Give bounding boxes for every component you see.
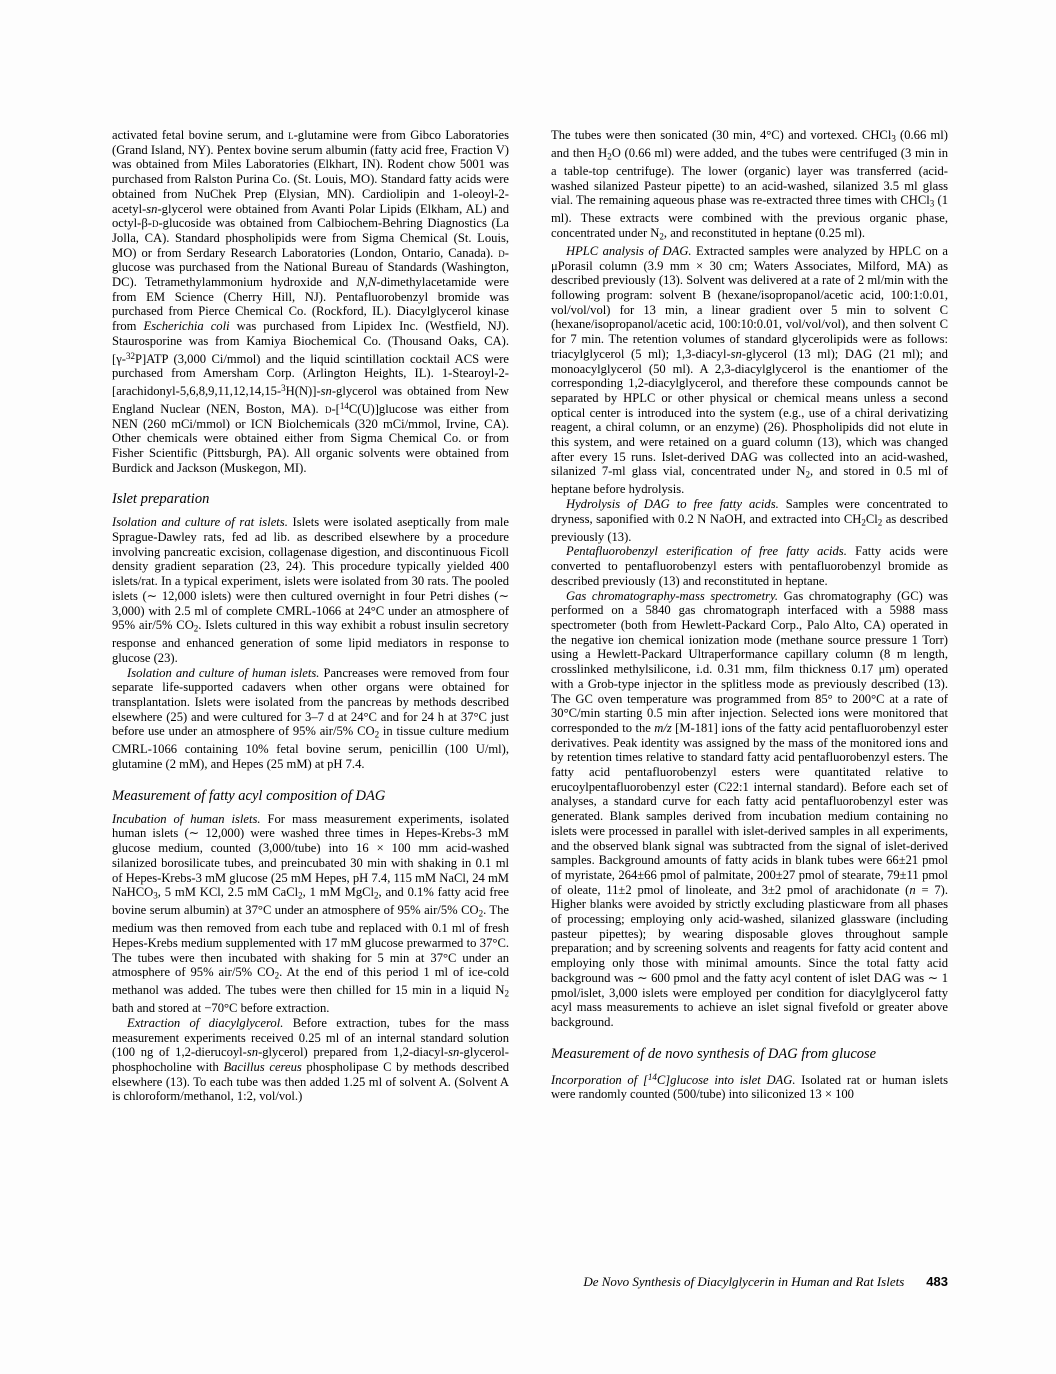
page-number: 483 [926, 1274, 948, 1289]
heading-measurement-fatty-acyl: Measurement of fatty acyl composition of DAG [112, 787, 386, 804]
paragraph-incubation-human-islets: Incubation of human islets. For mass measurement experiments, isolated human islets (∼ 12,000) were washed three times in Hepes-Krebs-3 mM glucose medium, counted (3,000/tube) into 16 × 100 mm acid-washed silanized borosilicate tubes, and preincubated 30 min with shaking in 0.1 ml of Hepes-Krebs-3 mM glucose (25 mM Hepes, pH 7.4, 115 mM NaCl, 24 mM NaHCO$_3$, 5 mM KCl, 2.5 mM CaCl$_2$, 1 mM MgCl$_2$, and 0.1% fatty acid free bovine serum albumin) at 37°C under an atmosphere of 95% air/5% $CO_2$. The medium was then removed from each tube and replaced with 0.1 ml of fresh Hepes-Krebs medium supplemented with 17 mM glucose prewarmed to 37°C. The tubes were then incubated with shaking for 5 min at 37°C under an atmosphere of 95% air/5% $CO_2$. At the end of this period 1 ml of ice-cold methanol was added. The tubes were then chilled for 15 min in a liquid $N_2$ bath and stored at −70°C before extraction. [112, 811, 510, 1016]
paragraph-gcms: Gas chromatography-mass spectrometry. Gas chromatography (GC) was performed on a 5840 gas chromatograph interfaced with a 5988 mass spectrometer (both from Hewlett-Packard Corp., Palo Alto, CA) operated in the negative ion chemical ionization mode (methane source pressure 1 Torr) using a Hewlett-Packard Ultraperformance capillary column (8 m length, crosslinked methylsilicone, i.d. 0.31 mm, film thickness 0.17 μm) operated with a Grob-type injector in the splitless mode as previously described (13). The GC oven temperature was programmed from 85° to 200°C at a rate of 30°C/min starting 0.5 min after injection. Selected ions were monitored that corresponded to the m/z [M-181] ions of the fatty acid pentafluorobenzyl ester derivatives. Peak identity was assigned by the mass of the monitored ions and by retention times relative to standard fatty acid pentafluorobenzyl esters. The fatty acid pentafluorobenzyl esters were quantitated relative to erucoylpentafluorobenzyl ester (C22:1 internal standard). Before each set of analyses, a standard curve for each fatty acid pentafluorobenzyl ester was generated. Blank samples derived from incubation medium containing no islets were processed in parallel with islet-derived samples in all experiments, and the observed blank signal was subtracted from the signal of islet-derived samples. Background amounts of fatty acids in blank tubes were 66±21 pmol of myristate, 264±66 pmol of palmitate, 200±27 pmol of stearate, 79±11 pmol of oleate, 11±2 pmol of linoleate, and 3±2 pmol of arachidonate (n = 7). Higher blanks were avoided by strictly excluding plasticware from all phases of processing; employing only acid-washed, silanized glassware (including pasteur pipettes); by wearing disposable gloves throughout sample preparation; and by screening solvents and reagents for fatty acid content and employing only those with minimal amounts. Since the total fatty acid background was ∼ 600 pmol and the fatty acyl content of islet DAG was ∼ 1 pmol/islet, 3,000 islets were employed per condition for diacylglycerol fatty acyl mass measurements to achieve an islet signal fivefold or greater above background. [551, 588, 948, 1029]
left-column [112, 128, 509, 1104]
footer-running-title: De Novo Synthesis of Diacylglycerin in Human and Rat Islets [583, 1274, 905, 1289]
paragraph-hydrolysis: Hydrolysis of DAG to free fatty acids. Samples were concentrated to dryness, saponified with 0.2 N NaOH, and extracted into $CH_2Cl_2$ as described previously (13). [551, 497, 948, 544]
two-column-body [112, 128, 948, 1104]
paragraph-incorporation-glucose: Incorporation of [$^{14}$C]glucose into islet DAG. Isolated rat or human islets were randomly counted (500/tube) into siliconized 13 × 100 [551, 1071, 949, 1102]
paragraph-materials: activated fetal bovine serum, and l-glutamine were from Gibco Laboratories (Grand Island, NY). Pentex bovine serum albumin (fatty acid free, Fraction V) was obtained from Miles Laboratories (Elkhart, IN). Rodent chow 5001 was purchased from Ralston Purina Co. (St. Louis, MO). Standard fatty acids were obtained from NuChek Prep (Elysian, MN). Cardiolipin and 1-oleoyl-2-acetyl-sn-glycerol were obtained from Avanti Polar Lipids (Elkham, AL) and octyl-β-d-glucoside was obtained from Calbiochem-Behring Diagnostics (La Jolla, CA). Standard phospholipids were from Sigma Chemical (St. Louis, MO) or from Serdary Research Laboratories (London, Ontario, Canada). d-glucose was purchased from the National Bureau of Standards (Washington, DC). Tetramethylammonium hydroxide and N,N-dimethylacetamide were from EM Science (Cherry Hill, NJ). Pentafluorobenzyl bromide was purchased from Pierce Chemical Co. (Rockford, IL). Diacylglycerol kinase from Escherichia coli was purchased from Lipidex Inc. (Westfield, NJ). Staurosporine was from Kamiya Biochemical Co. (Thousand Oaks, CA). [γ-$^{32}$P]ATP (3,000 Ci/mmol) and the liquid scintillation cocktail ACS were purchased from Amersham Corp. (Arlington Heights, IL). 1-Stearoyl-2-[arachidonyl-5,6,8,9,11,12,14,15-$^3$H(N)]-sn-glycerol was obtained from New England Nuclear (NEN, Boston, MA). d-[$^{14}$C(U)]glucose was either from NEN (260 mCi/mmol) or ICN Biolchemicals (320 mCi/mmol, Irvine, CA). Other chemicals were obtained either from Sigma Chemical Co. or from Fisher Scientific (Pittsburgh, PA). All organic solvents were obtained from Burdick and Jackson (Muskegon, MI). [112, 128, 510, 475]
paragraph-human-islets: Isolation and culture of human islets. Pancreases were removed from four separate life-supported cadavers when other organs were obtained for transplantation. Islets were isolated from the pancreas by methods described elsewhere (25) and were cultured for 3–7 d at 24°C and for 24 h at 37°C just before use under an atmosphere of 95% air/5% $CO_2$ in tissue culture medium CMRL-1066 containing 10% fetal bovine serum, penicillin (100 U/ml), glutamine (2 mM), and Hepes (25 mM) at pH 7.4. [112, 665, 509, 772]
paragraph-sonication: The tubes were then sonicated (30 min, 4°C) and vortexed. CHCl$_3$ (0.66 ml) and then $H_2O$ (0.66 ml) were added, and the tubes were centrifuged (3 min in a table-top centrifuge). The lower (organic) layer was transferred (acid-washed silanized Pasteur pipette) to an acid-washed, silanized 3.5 ml glass vial. The remaining aqueous phase was re-extracted three times with CHCl$_3$ (1 ml). These extracts were combined with the previous organic phase, concentrated under $N_2$, and reconstituted in heptane (0.25 ml). [551, 128, 948, 242]
heading-islet-preparation: Islet preparation [112, 491, 210, 508]
right-column [551, 128, 948, 1104]
heading-de-novo-synthesis: Measurement of de novo synthesis of DAG from glucose [551, 1045, 877, 1062]
page-footer [112, 1274, 948, 1290]
paragraph-esterification: Pentafluorobenzyl esterification of free fatty acids. Fatty acids were converted to pentafluorobenzyl esters with pentafluorobenzyl bromide as described previously (13) and reconstituted in heptane. [551, 544, 948, 588]
paragraph-rat-islets: Isolation and culture of rat islets. Islets were isolated aseptically from male Sprague-Dawley rats, fed ad lib. as described elsewhere by a procedure involving pancreatic excision, collagenase digestion, and discontinuous Ficoll density gradient separation (23, 24). This procedure typically yielded 400 islets/rat. In a typical experiment, islets were isolated from 30 rats. The pooled islets (∼ 12,000 islets) were then cultured overnight in four Petri dishes (∼ 3,000) with 2.5 ml of complete CMRL-1066 at 24°C under an atmosphere of 95% air/5% $CO_2$. Islets cultured in this way exhibit a robust insulin secretory response and enhanced generation of some lipid mediators in response to glucose (23). [112, 515, 509, 665]
paragraph-extraction-diacylglycerol: Extraction of diacylglycerol. Before extraction, tubes for the mass measurement experiments received 0.25 ml of an internal standard solution (100 ng of 1,2-dierucoyl-sn-glycerol) prepared from 1,2-diacyl-sn-glycerol-phosphocholine with Bacillus cereus phospholipase C by methods described elsewhere (13). To each tube was then added 1.25 ml of solvent A. (Solvent A is chloroform/methanol, 1:2, vol/vol.) [112, 1015, 510, 1104]
paragraph-hplc-analysis: HPLC analysis of DAG. Extracted samples were analyzed by HPLC on a μPorasil column (3.9 mm × 30 cm; Waters Associates, Milford, MA) as described previously (13). Solvent was delivered at a rate of 2 ml/min with the following program: solvent B (hexane/isopropanol/acetic acid, 100:1:0.01, vol/vol/vol) for 13 min, a linear gradient over 5 min to solvent C (hexane/isopropanol/acetic acid, 100:10:0.01, vol/vol/vol), and then solvent C for 7 min. The retention volumes of standard glycerolipids were as follows: triacylglycerol (5 ml); 1,3-diacyl-sn-glycerol (13 ml); DAG (21 ml); and monoacylglycerol (50 ml). A 2,3-diacylglycerol is the enantiomer of the corresponding 1,2-diacylglycerol, and therefore these compounds cannot be separated by HPLC or other physical or chemical means unless a second optical center is introduced into the system (e.g., use of a chiral derivatizing reagent, a chiral column, or an enzyme) (26). Phospholipids did not elute in this system, and were retained on a guard column (13), which was changed after every 15 runs. Islet-derived DAG was collected into an acid-washed, silanized 7-ml glass vial, concentrated under $N_2$, and stored in 0.5 ml of heptane before hydrolysis. [551, 243, 948, 497]
